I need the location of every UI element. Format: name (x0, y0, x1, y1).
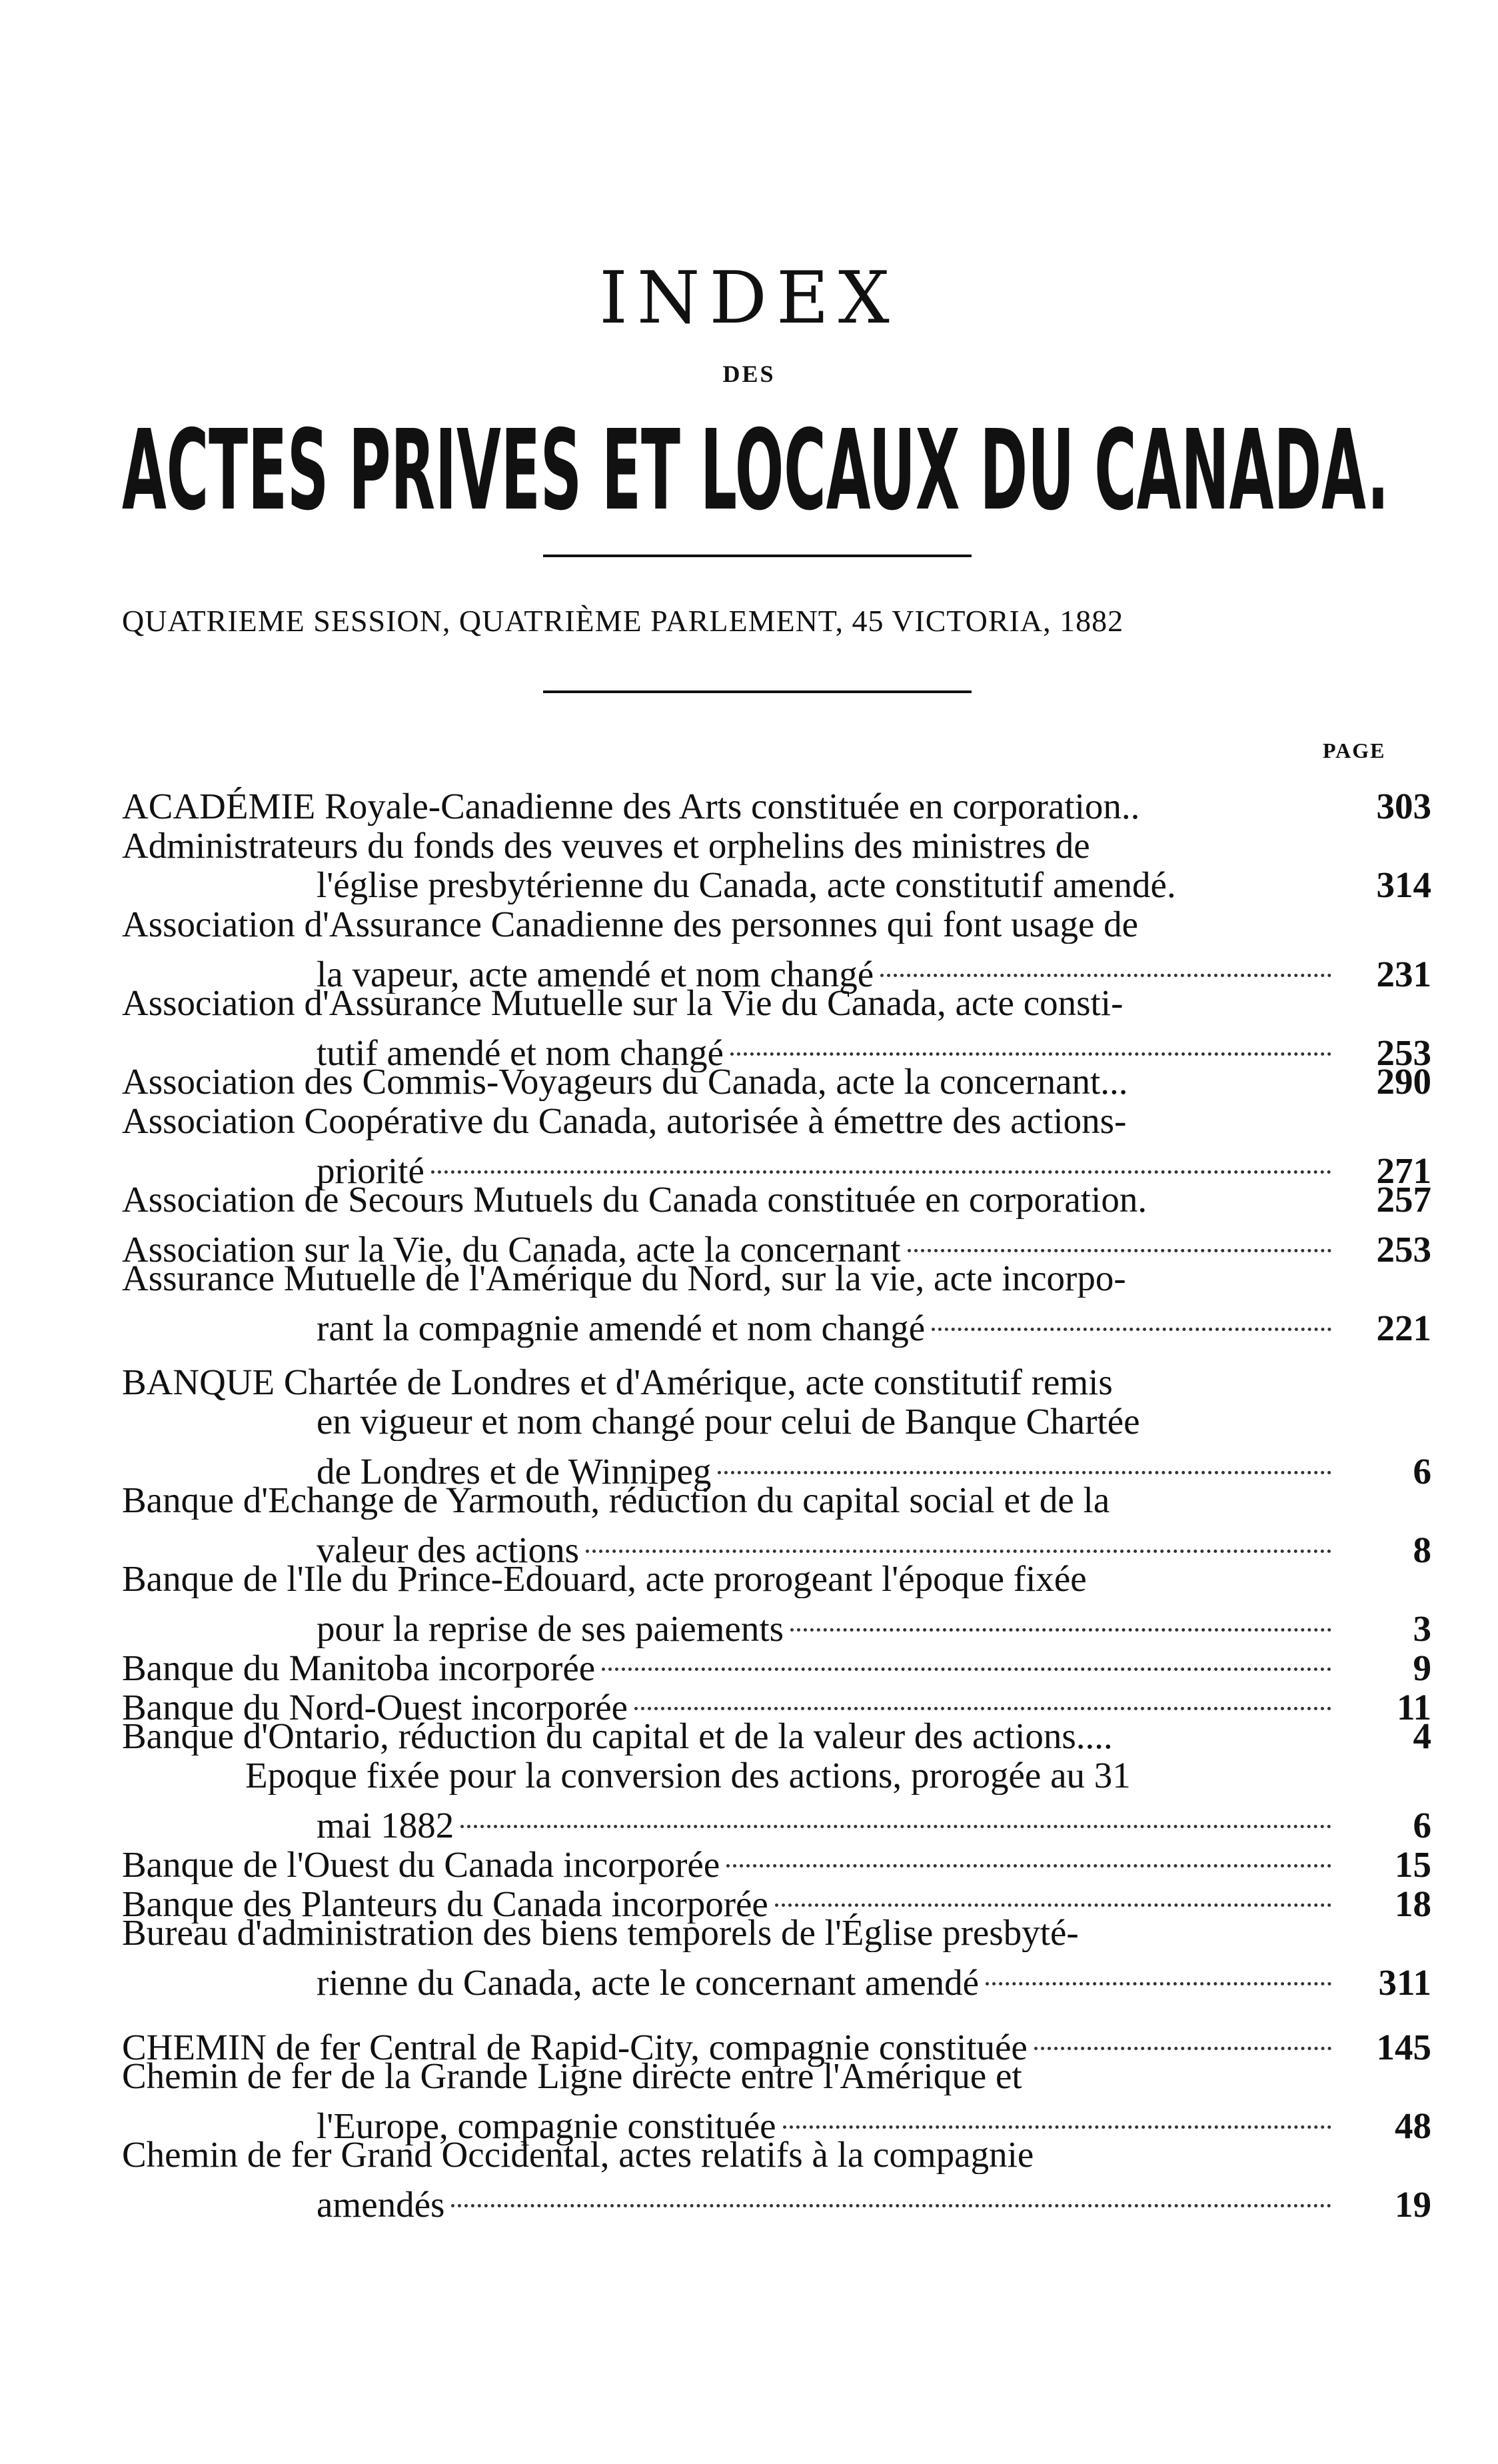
index-entry (122, 1873, 1431, 1924)
entry-text: BANQUE Chartée de Londres et d'Amérique, acte constitutif remis (122, 1362, 1113, 1402)
index-entry (122, 983, 1431, 1073)
index-title: INDEX (599, 257, 899, 340)
dot-leader (634, 1668, 1331, 1710)
entry-text: la vapeur, acte amendé et nom changé (317, 954, 874, 994)
page-number: 314 (1376, 864, 1431, 905)
entry-line (122, 1219, 1431, 1270)
page-number: 11 (1397, 1687, 1431, 1728)
entry-text: pour la reprise de ses paiements (317, 1609, 784, 1648)
index-entries (122, 786, 1431, 2225)
entry-text: Association d'Assurance Mutuelle sur la Vie du Canada, acte consti- (122, 983, 1124, 1022)
entry-text: en vigueur et nom changé pour celui de Banque Chartée (317, 1402, 1140, 1441)
index-entry (122, 1362, 1431, 1492)
page-number: 48 (1395, 2105, 1431, 2146)
dot-leader (986, 1943, 1331, 1985)
dot-leader (1034, 2007, 1331, 2050)
dot-leader (460, 1786, 1331, 1828)
main-title: ACTES PRIVES ET LOCAUX DU CANADA. (122, 407, 1389, 535)
dot-leader (775, 1864, 1331, 1907)
entry-line (122, 1062, 1431, 1101)
title-rule (543, 555, 972, 557)
page-number: 15 (1395, 1844, 1431, 1885)
page-number: 253 (1376, 1032, 1431, 1073)
dot-leader (431, 1131, 1331, 1174)
page-number: 8 (1413, 1530, 1431, 1570)
page-number: 257 (1376, 1179, 1431, 1220)
entry-text: l'Europe, compagnie constituée (317, 2106, 776, 2145)
page-number: 18 (1395, 1883, 1431, 1924)
dot-leader (932, 1288, 1331, 1331)
entry-text: Association sur la Vie, du Canada, acte la concernant (122, 1230, 901, 1269)
dot-leader (451, 2165, 1331, 2207)
entry-text: Association des Commis-Voyageurs du Canada, acte la concernant... (122, 1062, 1128, 1101)
entry-text: rant la compagnie amendé et nom changé (317, 1308, 926, 1348)
entry-text: Chemin de fer Grand Occidental, actes relatifs à la compagnie (122, 2135, 1034, 2174)
entry-text: Association d'Assurance Canadienne des personnes qui font usage de (122, 904, 1139, 944)
page-column-label: PAGE (1323, 738, 1386, 762)
index-entry (122, 2056, 1431, 2146)
entry-line (122, 1022, 1431, 1073)
entry-line (122, 1716, 1431, 1756)
page-number: 4 (1413, 1716, 1431, 1756)
dot-leader (783, 2086, 1331, 2129)
entry-line (122, 1362, 1431, 1402)
entry-text: mai 1882 (317, 1806, 454, 1845)
index-entry (122, 1062, 1431, 1101)
index-entry (122, 1219, 1431, 1270)
index-entry (122, 1480, 1431, 1570)
dot-leader (718, 1432, 1331, 1474)
entry-text: Association Coopérative du Canada, autorisée à émettre des actions- (122, 1101, 1127, 1140)
entry-line (122, 2017, 1431, 2067)
entry-text: tutif amendé et nom changé (317, 1033, 724, 1072)
entry-text: Bureau d'administration des biens temporels de l'Église presbyté- (122, 1913, 1079, 1952)
entry-line (122, 1952, 1431, 2003)
entry-line (122, 1873, 1431, 1924)
index-entry (122, 826, 1431, 904)
page-number: 221 (1376, 1308, 1431, 1348)
entry-line (122, 1520, 1431, 1570)
entry-text: Chemin de fer de la Grande Ligne directe entre l'Amérique et (122, 2056, 1022, 2095)
entry-text: ACADÉMIE Royale-Canadienne des Arts constituée en corporation.. (122, 786, 1140, 826)
page-number: 6 (1413, 1805, 1431, 1846)
index-entry (122, 1677, 1431, 1728)
page-number: 9 (1413, 1648, 1431, 1688)
entry-line (122, 1441, 1431, 1492)
entry-line (122, 1298, 1431, 1348)
entry-text: Banque d'Echange de Yarmouth, réduction du capital social et de la (122, 1480, 1110, 1520)
index-entry (122, 2017, 1431, 2067)
dot-leader (908, 1210, 1331, 1252)
entry-line (122, 2095, 1431, 2146)
index-entry (122, 904, 1431, 994)
dot-leader (602, 1628, 1331, 1671)
entry-line (122, 2174, 1431, 2225)
page-number: 303 (1376, 786, 1431, 826)
index-entry (122, 1716, 1431, 1846)
entry-line (122, 944, 1431, 994)
index-entry (122, 786, 1431, 826)
entry-text: l'église presbytérienne du Canada, acte constitutif amendé. (317, 865, 1176, 904)
dot-leader (586, 1510, 1331, 1553)
page-number: 253 (1376, 1229, 1431, 1270)
entry-text: amendés (317, 2185, 445, 2224)
index-entry (122, 1258, 1431, 1348)
page-number: 6 (1413, 1451, 1431, 1492)
entry-text: Banque du Manitoba incorporée (122, 1648, 596, 1688)
entry-text: Banque de l'Ouest du Canada incorporée (122, 1845, 720, 1884)
page-number: 19 (1395, 2184, 1431, 2225)
entry-line (122, 786, 1431, 826)
session-rule (543, 690, 972, 693)
entry-text: Banque de l'Ile du Prince-Edouard, acte prorogeant l'époque fixée (122, 1559, 1087, 1598)
entry-text: Banque du Nord-Ouest incorporée (122, 1688, 628, 1727)
dot-leader (880, 934, 1331, 977)
index-entry (122, 1913, 1431, 2003)
entry-text: Assurance Mutuelle de l'Amérique du Nord, sur la vie, acte incorpo- (122, 1258, 1126, 1298)
page-number: 145 (1376, 2027, 1431, 2067)
entry-text: de Londres et de Winnipeg (317, 1452, 712, 1491)
entry-text: Epoque fixée pour la conversion des actions, prorogée au 31 (245, 1756, 1131, 1795)
index-entry (122, 2135, 1431, 2225)
index-entry (122, 1101, 1431, 1191)
session-line: QUATRIEME SESSION, QUATRIÈME PARLEMENT, 45 VICTORIA, 1882 (122, 604, 1124, 638)
entry-line (122, 826, 1431, 865)
entry-text: Banque d'Ontario, réduction du capital et de la valeur des actions.... (122, 1716, 1113, 1756)
entry-text: Banque des Planteurs du Canada incorporée (122, 1884, 768, 1923)
dot-leader (730, 1013, 1331, 1056)
entry-line (122, 865, 1431, 904)
entry-text: CHEMIN de fer Central de Rapid-City, compagnie constituée (122, 2027, 1028, 2067)
entry-line (122, 1140, 1431, 1191)
entry-text: priorité (317, 1151, 424, 1190)
entry-text: valeur des actions (317, 1530, 580, 1570)
entry-text: rienne du Canada, acte le concernant amendé (317, 1963, 980, 2002)
entry-line (122, 1677, 1431, 1728)
entry-text: Association de Secours Mutuels du Canada constituée en corporation. (122, 1180, 1147, 1219)
des-subtitle: DES (722, 361, 776, 387)
page-number: 231 (1376, 954, 1431, 994)
page-number: 3 (1413, 1608, 1431, 1649)
entry-text: Administrateurs du fonds des veuves et orphelins des ministres de (122, 826, 1090, 865)
page-number: 311 (1378, 1962, 1431, 2003)
dot-leader (790, 1589, 1331, 1632)
page-number: 271 (1376, 1150, 1431, 1191)
page-number: 290 (1376, 1061, 1431, 1102)
dot-leader (726, 1825, 1331, 1867)
index-entry (122, 1559, 1431, 1649)
